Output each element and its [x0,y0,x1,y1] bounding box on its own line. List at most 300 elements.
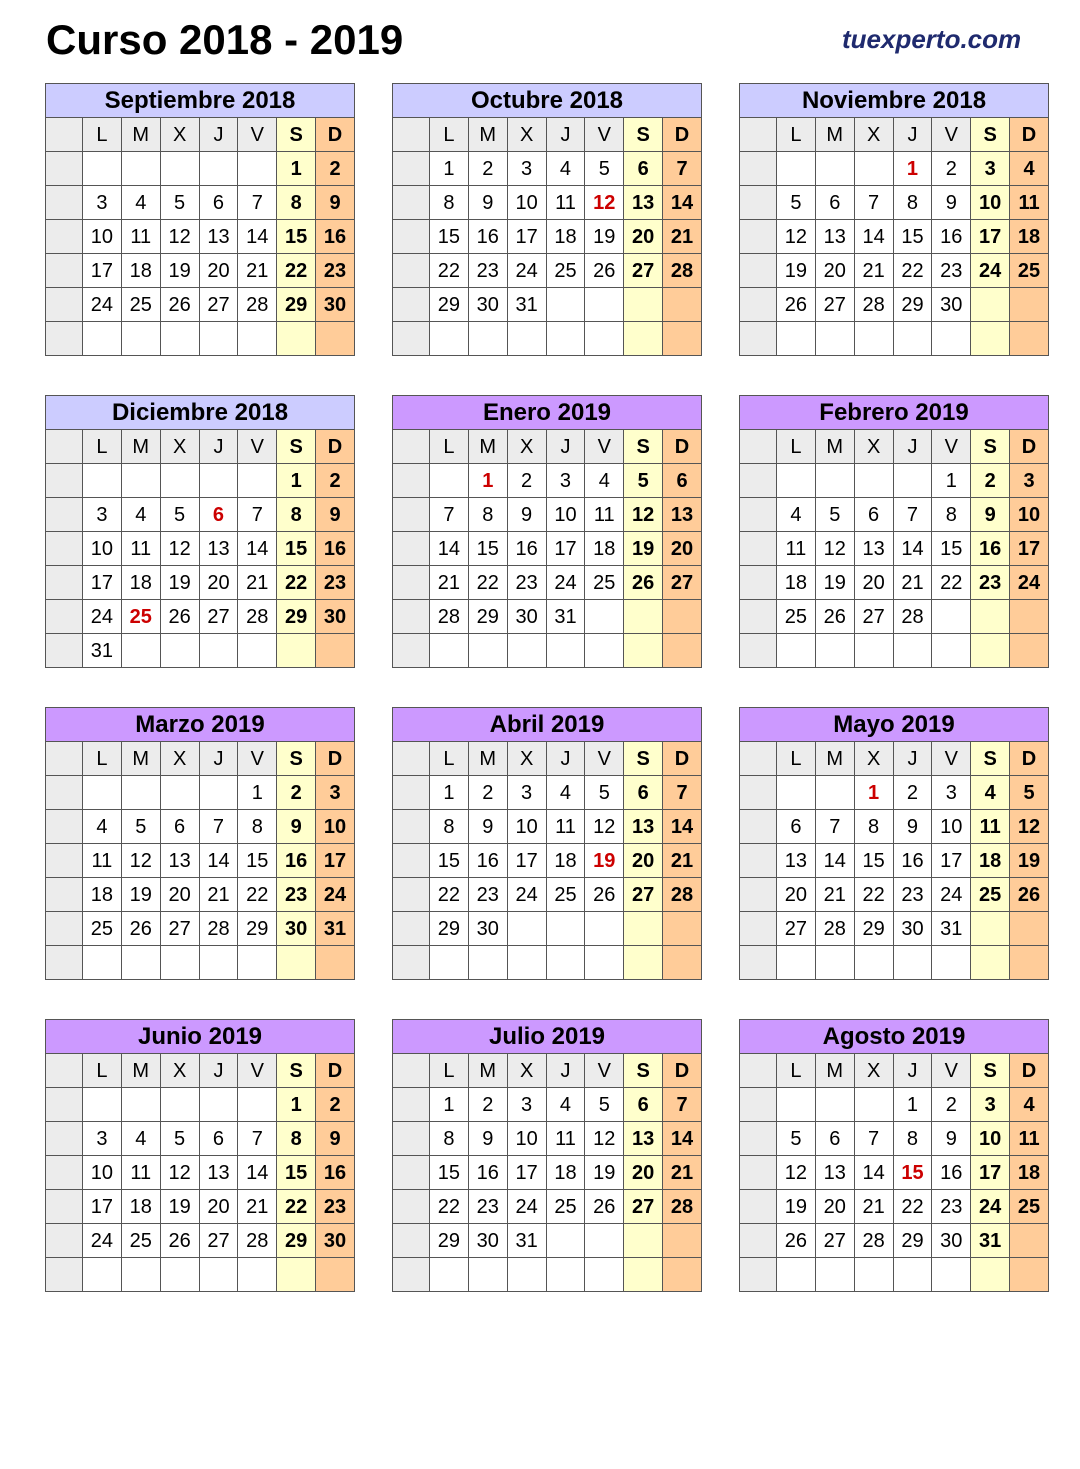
day-cell: 4 [1010,152,1049,186]
day-cell: 5 [1010,776,1049,810]
empty-day-cell [932,600,971,634]
day-cell: 21 [663,844,702,878]
month-calendar [392,707,702,980]
empty-day-cell [971,322,1010,356]
day-cell: 2 [316,152,355,186]
day-cell: 27 [777,912,816,946]
week-number-cell [393,566,430,600]
day-cell: 21 [663,1156,702,1190]
weekday-header: V [932,1054,971,1088]
day-cell: 26 [121,912,160,946]
day-cell: 5 [777,186,816,220]
day-cell: 3 [1010,464,1049,498]
day-cell: 1 [893,1088,932,1122]
day-cell: 29 [430,1224,469,1258]
day-cell: 2 [932,1088,971,1122]
empty-day-cell [663,288,702,322]
day-cell: 22 [854,878,893,912]
empty-day-cell [160,322,199,356]
day-cell: 19 [777,254,816,288]
day-cell: 11 [546,810,585,844]
week-number-cell [393,254,430,288]
month-calendar [45,1019,355,1292]
day-cell: 1 [854,776,893,810]
weekday-header: L [430,742,469,776]
week-number-cell [393,810,430,844]
day-cell: 9 [277,810,316,844]
empty-day-cell [624,322,663,356]
day-cell: 7 [854,186,893,220]
empty-day-cell [971,912,1010,946]
day-cell: 9 [932,1122,971,1156]
week-number-cell [393,186,430,220]
day-cell: 2 [893,776,932,810]
weekday-header: D [1010,742,1049,776]
day-cell: 24 [971,1190,1010,1224]
week-number-cell [46,220,83,254]
day-cell: 8 [238,810,277,844]
day-cell: 16 [893,844,932,878]
week-number-cell [740,288,777,322]
page-title: Curso 2018 - 2019 [46,16,404,63]
day-cell: 18 [546,844,585,878]
weekday-header: L [83,430,122,464]
week-number-cell [740,1156,777,1190]
day-cell: 3 [932,776,971,810]
day-cell: 6 [199,498,238,532]
day-cell: 13 [854,532,893,566]
weekday-header: D [316,118,355,152]
day-cell: 15 [238,844,277,878]
empty-day-cell [238,322,277,356]
week-number-cell [46,254,83,288]
empty-day-cell [585,1258,624,1292]
day-cell: 9 [316,186,355,220]
day-cell: 1 [430,1088,469,1122]
day-cell: 21 [238,254,277,288]
day-cell: 22 [277,254,316,288]
week-number-cell [393,322,430,356]
day-cell: 1 [277,152,316,186]
day-cell: 9 [893,810,932,844]
week-number-cell [46,1054,83,1088]
week-number-cell [740,878,777,912]
day-cell: 6 [815,186,854,220]
day-cell: 6 [160,810,199,844]
day-cell: 14 [663,810,702,844]
day-cell: 26 [585,1190,624,1224]
empty-day-cell [238,946,277,980]
day-cell: 20 [815,254,854,288]
day-cell: 15 [277,220,316,254]
empty-day-cell [507,946,546,980]
week-number-cell [393,776,430,810]
week-number-cell [740,1122,777,1156]
week-number-cell [740,1190,777,1224]
day-cell: 26 [160,600,199,634]
day-cell: 25 [546,254,585,288]
empty-day-cell [854,152,893,186]
week-number-cell [740,742,777,776]
empty-day-cell [430,946,469,980]
day-cell: 7 [238,498,277,532]
day-cell: 20 [854,566,893,600]
day-cell: 3 [83,1122,122,1156]
day-cell: 1 [893,152,932,186]
month-title: Abril 2019 [392,707,702,741]
day-cell: 18 [546,220,585,254]
empty-day-cell [815,776,854,810]
day-cell: 24 [1010,566,1049,600]
empty-day-cell [238,464,277,498]
day-cell: 19 [160,254,199,288]
day-cell: 12 [160,220,199,254]
day-cell: 17 [83,1190,122,1224]
day-cell: 5 [585,152,624,186]
day-cell: 18 [585,532,624,566]
day-cell: 24 [932,878,971,912]
day-cell: 31 [83,634,122,668]
day-cell: 18 [121,254,160,288]
week-number-cell [46,634,83,668]
day-cell: 2 [971,464,1010,498]
day-cell: 21 [893,566,932,600]
day-cell: 28 [854,288,893,322]
day-cell: 22 [430,878,469,912]
day-cell: 22 [932,566,971,600]
empty-day-cell [121,1258,160,1292]
day-cell: 29 [430,288,469,322]
day-cell: 16 [932,220,971,254]
weekday-header: D [316,430,355,464]
empty-day-cell [815,1258,854,1292]
day-cell: 18 [83,878,122,912]
day-cell: 29 [238,912,277,946]
week-number-cell [393,1156,430,1190]
week-number-cell [740,566,777,600]
weekday-header: J [199,1054,238,1088]
day-cell: 3 [507,776,546,810]
day-cell: 14 [854,220,893,254]
day-cell: 21 [663,220,702,254]
month-title: Diciembre 2018 [45,395,355,429]
week-number-cell [740,152,777,186]
month-calendar [45,83,355,356]
day-cell: 8 [277,186,316,220]
day-cell: 21 [199,878,238,912]
day-cell: 14 [430,532,469,566]
day-cell: 6 [663,464,702,498]
day-cell: 13 [624,810,663,844]
empty-day-cell [546,946,585,980]
weekday-header: J [546,742,585,776]
day-cell: 12 [777,220,816,254]
empty-day-cell [777,464,816,498]
day-cell: 25 [971,878,1010,912]
weekday-header: V [238,118,277,152]
day-cell: 29 [277,600,316,634]
empty-day-cell [199,634,238,668]
day-cell: 3 [546,464,585,498]
day-cell: 6 [854,498,893,532]
empty-day-cell [238,1258,277,1292]
day-cell: 17 [83,254,122,288]
day-cell: 11 [121,1156,160,1190]
empty-day-cell [663,946,702,980]
week-number-cell [740,1224,777,1258]
weekday-header: S [624,742,663,776]
weekday-header: J [199,742,238,776]
day-cell: 7 [854,1122,893,1156]
empty-day-cell [1010,600,1049,634]
empty-day-cell [121,634,160,668]
weekday-header: M [468,742,507,776]
weekday-header: S [971,118,1010,152]
day-cell: 13 [199,532,238,566]
day-cell: 1 [430,776,469,810]
empty-day-cell [507,634,546,668]
day-cell: 15 [277,532,316,566]
week-number-cell [740,118,777,152]
week-number-cell [393,742,430,776]
week-number-cell [393,152,430,186]
brand-logo: tuexperto.com [842,24,1022,54]
day-cell: 28 [238,600,277,634]
day-cell: 4 [121,498,160,532]
weekday-header: X [160,118,199,152]
week-number-cell [393,844,430,878]
week-number-cell [393,498,430,532]
weekday-header: L [777,1054,816,1088]
empty-day-cell [777,946,816,980]
month-title: Mayo 2019 [739,707,1049,741]
empty-day-cell [160,946,199,980]
day-cell: 25 [777,600,816,634]
week-number-cell [740,1054,777,1088]
day-cell: 16 [316,532,355,566]
day-cell: 7 [893,498,932,532]
day-cell: 17 [507,844,546,878]
week-number-cell [740,498,777,532]
day-cell: 4 [121,1122,160,1156]
week-number-cell [740,322,777,356]
day-cell: 31 [507,1224,546,1258]
empty-day-cell [663,600,702,634]
day-cell: 28 [815,912,854,946]
week-number-cell [393,288,430,322]
day-cell: 8 [430,1122,469,1156]
empty-day-cell [468,946,507,980]
day-cell: 3 [83,498,122,532]
day-cell: 12 [624,498,663,532]
weekday-header: M [815,1054,854,1088]
day-cell: 8 [430,186,469,220]
day-cell: 17 [316,844,355,878]
day-cell: 22 [277,566,316,600]
week-number-cell [393,600,430,634]
day-cell: 2 [932,152,971,186]
empty-day-cell [1010,946,1049,980]
day-cell: 28 [238,288,277,322]
day-cell: 8 [893,186,932,220]
day-cell: 30 [893,912,932,946]
day-cell: 2 [468,776,507,810]
day-cell: 9 [507,498,546,532]
week-number-cell [393,946,430,980]
empty-day-cell [546,288,585,322]
empty-day-cell [507,322,546,356]
day-cell: 21 [815,878,854,912]
day-cell: 19 [121,878,160,912]
empty-day-cell [777,1258,816,1292]
empty-day-cell [971,634,1010,668]
weekday-header: D [316,1054,355,1088]
week-number-cell [393,878,430,912]
empty-day-cell [546,634,585,668]
day-cell: 1 [430,152,469,186]
empty-day-cell [585,634,624,668]
empty-day-cell [430,322,469,356]
day-cell: 15 [430,220,469,254]
day-cell: 24 [83,288,122,322]
empty-day-cell [1010,322,1049,356]
day-cell: 5 [585,776,624,810]
day-cell: 26 [624,566,663,600]
empty-day-cell [854,1088,893,1122]
weekday-header: S [277,742,316,776]
empty-day-cell [971,600,1010,634]
day-cell: 28 [663,878,702,912]
day-cell: 16 [468,844,507,878]
day-cell: 28 [238,1224,277,1258]
day-cell: 8 [893,1122,932,1156]
weekday-header: L [83,742,122,776]
week-number-cell [46,810,83,844]
day-cell: 6 [624,776,663,810]
week-number-cell [46,878,83,912]
day-cell: 12 [585,1122,624,1156]
weekday-header: L [430,1054,469,1088]
day-cell: 18 [1010,220,1049,254]
week-number-cell [393,532,430,566]
day-cell: 25 [546,1190,585,1224]
weekday-header: D [1010,430,1049,464]
month-title: Enero 2019 [392,395,702,429]
day-cell: 25 [1010,1190,1049,1224]
day-cell: 27 [624,254,663,288]
day-cell: 4 [546,152,585,186]
weekday-header: L [777,430,816,464]
empty-day-cell [160,1258,199,1292]
empty-day-cell [507,1258,546,1292]
day-cell: 25 [546,878,585,912]
empty-day-cell [663,1258,702,1292]
month-calendar [739,395,1049,668]
day-cell: 13 [815,1156,854,1190]
week-number-cell [46,1190,83,1224]
day-cell: 24 [507,1190,546,1224]
day-cell: 3 [507,1088,546,1122]
weekday-header: M [121,742,160,776]
day-cell: 27 [624,878,663,912]
week-number-cell [393,1122,430,1156]
day-cell: 10 [971,1122,1010,1156]
day-cell: 14 [663,186,702,220]
day-cell: 4 [546,776,585,810]
empty-day-cell [316,1258,355,1292]
week-number-cell [46,742,83,776]
day-cell: 12 [160,532,199,566]
day-cell: 25 [121,600,160,634]
day-cell: 29 [854,912,893,946]
week-number-cell [46,1156,83,1190]
day-cell: 5 [121,810,160,844]
empty-day-cell [624,634,663,668]
empty-day-cell [121,946,160,980]
day-cell: 10 [507,186,546,220]
day-cell: 27 [199,600,238,634]
day-cell: 7 [199,810,238,844]
empty-day-cell [663,1224,702,1258]
weekday-header: J [893,118,932,152]
day-cell: 5 [777,1122,816,1156]
week-number-cell [740,532,777,566]
week-number-cell [393,912,430,946]
weekday-header: L [430,118,469,152]
week-number-cell [740,220,777,254]
empty-day-cell [199,946,238,980]
weekday-header: M [815,742,854,776]
day-cell: 23 [932,1190,971,1224]
weekday-header: X [854,742,893,776]
week-number-cell [46,186,83,220]
day-cell: 22 [430,254,469,288]
weekday-header: X [160,430,199,464]
day-cell: 11 [83,844,122,878]
day-cell: 11 [546,1122,585,1156]
day-cell: 30 [468,912,507,946]
day-cell: 24 [971,254,1010,288]
day-cell: 27 [815,288,854,322]
day-cell: 25 [83,912,122,946]
day-cell: 18 [546,1156,585,1190]
day-cell: 5 [585,1088,624,1122]
day-cell: 27 [815,1224,854,1258]
day-cell: 10 [83,1156,122,1190]
day-cell: 4 [546,1088,585,1122]
day-cell: 23 [971,566,1010,600]
week-number-cell [46,1088,83,1122]
day-cell: 30 [316,1224,355,1258]
day-cell: 10 [971,186,1010,220]
empty-day-cell [893,464,932,498]
weekday-header: J [546,1054,585,1088]
day-cell: 2 [468,1088,507,1122]
day-cell: 28 [854,1224,893,1258]
day-cell: 18 [971,844,1010,878]
day-cell: 2 [316,464,355,498]
day-cell: 19 [777,1190,816,1224]
day-cell: 20 [624,844,663,878]
day-cell: 28 [893,600,932,634]
weekday-header: V [585,742,624,776]
day-cell: 13 [777,844,816,878]
day-cell: 3 [971,1088,1010,1122]
day-cell: 10 [83,220,122,254]
empty-day-cell [777,152,816,186]
day-cell: 7 [663,1088,702,1122]
day-cell: 14 [199,844,238,878]
